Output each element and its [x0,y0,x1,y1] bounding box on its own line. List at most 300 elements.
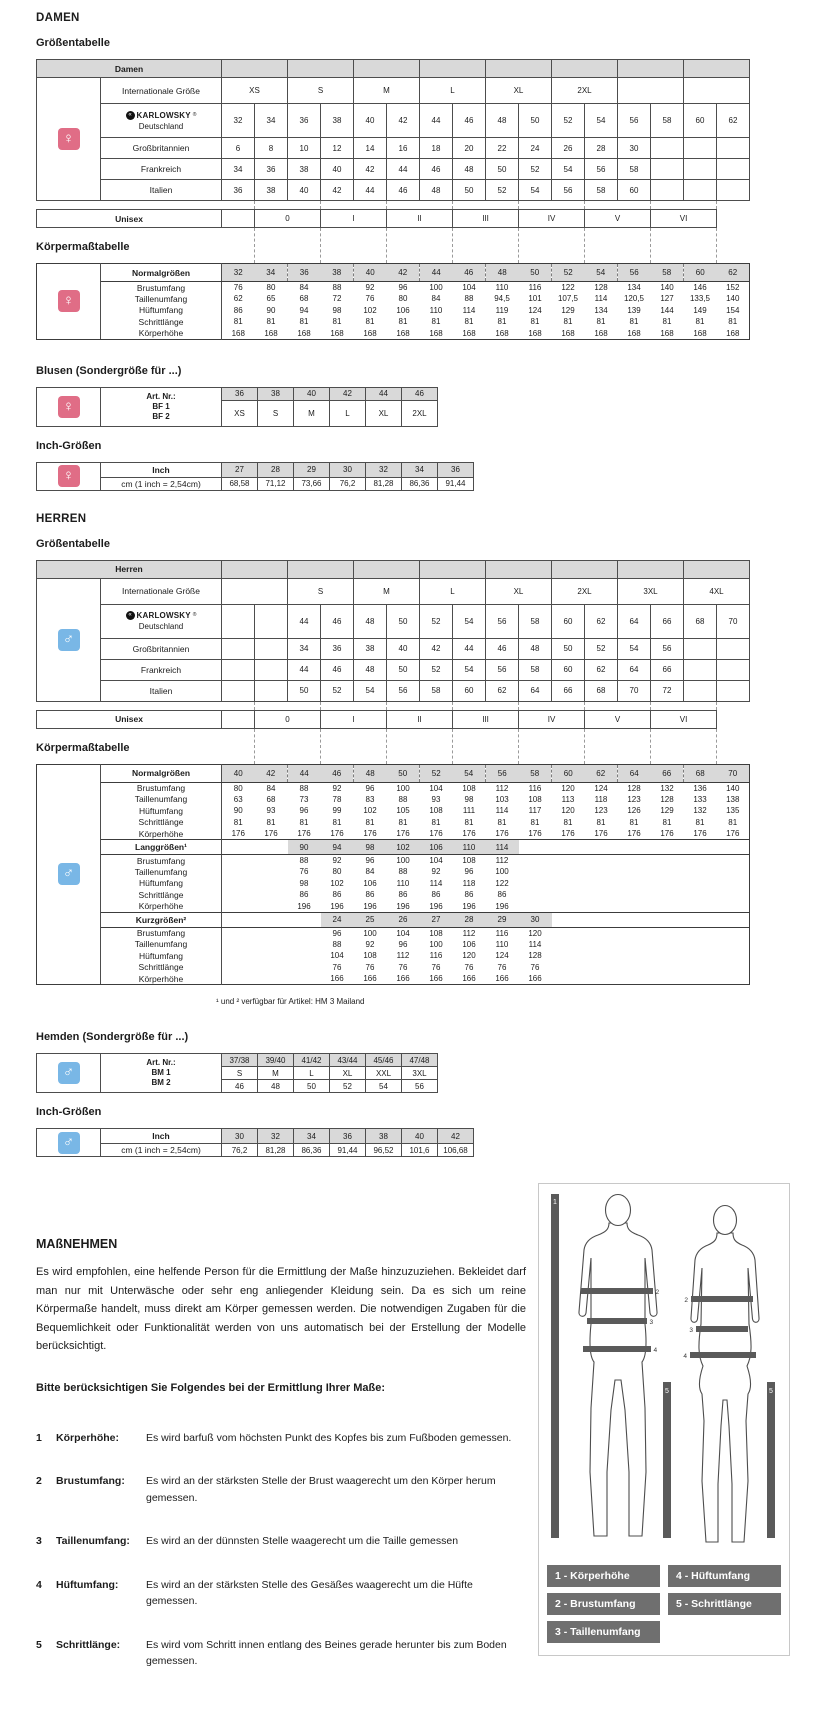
size-cell [684,973,717,985]
item-number: 3 [36,1535,42,1547]
size-header-cell: 42 [255,764,288,782]
size-cell: 42 [354,159,387,180]
legend-badge: 2 - Brustumfang [547,1593,660,1615]
row-label: Langgrößen¹ [101,840,222,855]
size-cell: 60 [453,680,486,701]
size-cell [618,950,651,962]
herren-hemden-table [36,1053,790,1093]
size-header-cell: 28 [453,912,486,927]
size-cell: 81 [299,317,309,327]
size-header-cell: 60 [684,264,717,282]
size-cell: 24 [519,138,552,159]
size-cell: XXL [366,1067,402,1080]
group-guides [36,201,790,209]
size-cell [684,939,717,951]
size-cell: L [294,1067,330,1080]
size-cell [288,962,321,974]
size-cell: 60 [618,180,651,201]
size-cell: 81 [728,317,738,327]
size-cell: 168 [330,328,344,338]
row-label: Art. Nr.: BM 1 BM 2 [101,1054,222,1093]
size-cell: 52 [321,680,354,701]
size-cell: 68,58 [222,477,258,490]
size-cell: 166 [330,974,344,983]
size-cell [255,889,288,901]
row-label: Körperhöhe [101,901,222,913]
size-cell: 106 [363,878,377,888]
damen-section-title: DAMEN [36,12,80,24]
size-header-cell: 43/44 [330,1054,366,1067]
legend-badge: 4 - Hüftumfang [668,1565,781,1587]
size-cell: 72 [332,294,342,304]
karlowsky-logo [101,104,222,138]
size-header-cell: 68 [684,764,717,782]
size-header-cell [486,560,552,578]
size-header-cell: 70 [717,764,750,782]
size-cell: 78 [332,794,342,804]
row-label: Inch [101,1129,222,1144]
size-cell: 168 [660,328,674,338]
size-header-cell: 110 [453,840,486,855]
measure-instruction [36,1430,526,1447]
group-guide-line [584,228,585,263]
size-header-cell: 34 [402,462,438,477]
size-cell [717,973,750,985]
size-cell: IV [519,710,585,728]
size-header-cell: 44 [288,764,321,782]
group-guide-line [650,702,651,710]
size-cell: 81 [563,317,573,327]
size-cell: 84 [431,294,441,304]
herren-body-measure-table [36,764,790,986]
size-cell: 4XL [684,578,750,604]
row-label: Inch [101,462,222,477]
size-cell: 46 [387,180,420,201]
size-cell: 112 [396,951,410,961]
size-cell: 100 [396,856,410,865]
group-guides [36,228,790,263]
damen-inch-table [36,462,790,491]
size-cell: 96 [398,283,408,292]
size-cell [585,878,618,890]
size-cell [651,889,684,901]
size-cell [222,578,288,604]
size-cell: 76,2 [330,477,366,490]
size-cell [585,866,618,878]
row-label: Normalgrößen [101,264,222,282]
size-cell [255,962,288,974]
group-guide-line [716,729,717,764]
group-guide-line [584,702,585,710]
size-header-cell: 38 [321,264,354,282]
size-cell [552,840,585,855]
size-cell: 3XL [402,1067,438,1080]
row-label: Taillenumfang [101,866,222,878]
size-cell: 76 [233,283,243,292]
size-cell: 176 [561,829,575,838]
size-cell: 112 [462,928,476,938]
size-cell: 72 [651,680,684,701]
size-cell: 88 [332,283,342,292]
size-cell: XL [486,578,552,604]
size-cell: 168 [396,328,410,338]
size-cell [222,878,255,890]
size-cell: 36 [288,104,321,138]
size-cell: 44 [354,180,387,201]
damen-blusen-table [36,387,790,427]
size-cell: 46 [486,638,519,659]
row-label: Italien [101,180,222,201]
size-cell: 91,44 [438,477,474,490]
size-cell: 168 [561,328,575,338]
size-cell: 56 [486,659,519,680]
size-cell: 114 [462,305,476,315]
size-cell: 110 [495,939,509,949]
size-cell: 86,36 [402,477,438,490]
size-cell: 80 [266,283,276,292]
size-cell: 81 [266,817,276,827]
size-cell: 80 [332,867,342,877]
size-header-cell: 37/38 [222,1054,258,1067]
size-header-cell: 50 [519,264,552,282]
size-cell [651,962,684,974]
size-cell: 176 [726,829,740,838]
size-header-cell: 52 [420,764,453,782]
row-label: Internationale Größe [101,578,222,604]
size-cell: 62 [585,659,618,680]
size-cell [255,604,288,638]
size-cell [684,78,750,104]
size-cell [717,962,750,974]
size-header-cell: 40 [294,387,330,400]
size-cell: 48 [486,104,519,138]
row-label: Normalgrößen [101,764,222,782]
herren-size-table [36,560,790,702]
row-label: Schrittlänge [101,817,222,829]
svg-text:3: 3 [649,1319,654,1326]
female-silhouette [691,1206,759,1543]
size-cell: 166 [462,974,476,983]
size-cell: 81 [695,317,705,327]
size-cell: 122 [561,283,575,292]
size-cell [255,939,288,951]
size-cell [717,878,750,890]
legend-badge: 3 - Taillenumfang [547,1621,660,1643]
size-cell [717,638,750,659]
size-cell: 66 [552,680,585,701]
size-header-cell: 29 [294,462,330,477]
size-cell: 81,28 [258,1144,294,1157]
size-cell: 166 [528,974,542,983]
size-cell: 144 [660,305,674,315]
size-cell: 54 [519,180,552,201]
size-cell: 81 [530,317,540,327]
size-cell: 0 [255,710,321,728]
size-header-cell: 24 [321,912,354,927]
size-cell: 90 [266,305,276,315]
male-icon [37,1054,101,1093]
size-header-cell: 45/46 [366,1054,402,1067]
group-guide-line [452,201,453,209]
size-cell: 50 [387,659,420,680]
size-header-cell: 58 [651,264,684,282]
size-cell: 0 [255,210,321,228]
size-cell [585,962,618,974]
size-header-cell [552,560,618,578]
size-header-cell: 66 [651,764,684,782]
group-guide-line [518,729,519,764]
size-cell: 40 [321,159,354,180]
item-text: Es wird barfuß vom höchsten Punkt des Kopfes bis zum Fußboden gemessen. [146,1431,512,1444]
size-cell: 86 [464,890,474,900]
size-cell [222,889,255,901]
size-cell: IV [519,210,585,228]
size-cell: 107,5 [557,294,579,304]
group-guide-line [452,228,453,263]
size-cell: 176 [396,829,410,838]
size-cell [552,912,585,927]
female-symbol: ♀ [58,465,80,487]
size-cell: 65 [266,294,276,304]
size-cell: 99 [332,806,342,816]
size-cell: 114 [594,294,608,304]
size-cell: 86 [431,890,441,900]
size-cell: 38 [321,104,354,138]
size-cell: 123 [594,806,608,816]
size-cell: 42 [420,638,453,659]
size-cell: 176 [429,829,443,838]
size-cell [519,855,552,867]
size-cell: 120 [462,951,476,961]
size-cell: 92 [365,283,375,292]
size-cell [618,866,651,878]
size-cell: 66 [651,659,684,680]
size-cell: 42 [387,104,420,138]
group-guide-line [320,228,321,263]
row-label: Großbritannien [101,138,222,159]
size-cell: 46 [453,104,486,138]
size-cell [651,878,684,890]
size-cell: 168 [429,328,443,338]
item-number: 4 [36,1578,42,1591]
size-cell: 105 [396,806,410,816]
size-cell: 76 [530,962,540,972]
size-cell: 168 [462,328,476,338]
size-cell [717,889,750,901]
size-cell: 54 [366,1080,402,1093]
size-cell [255,927,288,939]
svg-text:4: 4 [683,1353,687,1360]
size-cell: 81 [596,317,606,327]
size-cell: 38 [354,638,387,659]
size-cell: 54 [453,659,486,680]
size-cell: 166 [429,974,443,983]
size-cell [684,659,717,680]
size-cell: 101,6 [402,1144,438,1157]
size-header-cell: 46 [453,264,486,282]
size-cell: 60 [684,104,717,138]
size-cell: I [321,710,387,728]
size-cell: 54 [354,680,387,701]
size-cell: 88 [299,856,309,865]
size-cell [717,855,750,867]
size-cell: 36 [222,180,255,201]
group-guide-line [518,702,519,710]
size-header-cell: 36 [288,264,321,282]
size-cell [222,927,255,939]
group-guide-line [584,729,585,764]
size-cell: 166 [363,974,377,983]
size-cell: 18 [420,138,453,159]
karlowsky-logo [101,604,222,638]
size-cell: 86 [332,890,342,900]
size-cell: 40 [387,638,420,659]
measuring-intro: Es wird empfohlen, eine helfende Person für die Ermittlung der Maße hinzuzuziehen. Bekleidet darf man nur mit Unterwäsche oder sehr eng anliegender Kleidung sein. Da es sich um reine Körpermaße handelt, muss direkt am Körper gemessen werden. Die notwendigen Zugaben für die Bequemlichkeit oder Funktionalität werden von uns automatisch bei der Erstellung der Modelle berücksichtigt. [36,1266,526,1352]
size-header-cell: 62 [717,264,750,282]
size-cell [585,901,618,913]
size-cell [684,159,717,180]
size-header-cell: 54 [453,764,486,782]
size-cell: S [288,578,354,604]
size-cell: 80 [233,783,243,793]
size-cell: 52 [519,159,552,180]
size-cell: 68 [684,604,717,638]
size-header-cell: 30 [519,912,552,927]
size-cell: XL [486,78,552,104]
female-icon [37,264,101,340]
size-cell [684,950,717,962]
herren-hemden-title: Hemden (Sondergröße für ...) [36,1031,189,1043]
item-text: Es wird an der dünnsten Stelle waagerecht um die Taille gemessen [146,1535,459,1547]
size-header-cell: 36 [222,387,258,400]
size-cell [222,840,255,855]
size-header-cell: 32 [366,462,402,477]
size-cell: 48 [258,1080,294,1093]
size-cell: 60 [552,659,585,680]
group-guide-line [716,201,717,209]
male-icon [37,764,101,985]
schrittlaenge-bar-right [767,1382,775,1538]
row-label: Schrittlänge [101,889,222,901]
svg-text:4: 4 [653,1347,658,1354]
size-cell [288,973,321,985]
size-cell: 88 [464,294,474,304]
size-cell: 100 [429,939,443,949]
group-guide-line [386,228,387,263]
size-cell: 176 [330,829,344,838]
size-cell: 92 [431,867,441,877]
size-cell [255,901,288,913]
size-cell: 104 [462,283,476,292]
legend-badge: 5 - Schrittlänge [668,1593,781,1615]
herren-groessentabelle-title: Größentabelle [36,537,110,550]
size-cell [552,855,585,867]
size-cell [222,680,255,701]
size-cell: 68 [266,794,276,804]
size-cell: 86 [299,890,309,900]
size-header-cell [684,60,750,78]
size-cell [651,159,684,180]
size-cell: 154 [726,305,740,315]
size-header-cell: 27 [222,462,258,477]
group-guide-line [452,729,453,764]
size-cell [255,912,288,927]
size-cell: 54 [552,159,585,180]
size-cell: 81 [563,817,573,827]
measure-items [36,1430,526,1670]
size-cell: 92 [332,783,342,793]
size-cell: 196 [363,901,377,911]
size-cell: 168 [264,328,278,338]
size-cell: 26 [552,138,585,159]
size-cell: 81 [233,817,243,827]
size-cell: 81 [662,317,672,327]
size-cell: 34 [222,159,255,180]
size-cell: 81 [464,317,474,327]
size-cell: 56 [387,680,420,701]
size-cell: 124 [528,305,542,315]
size-cell: 146 [693,283,707,292]
size-cell: 176 [462,829,476,838]
size-cell: 138 [726,794,740,804]
size-cell: 117 [528,806,542,816]
size-cell: 34 [255,104,288,138]
size-cell: 81 [464,817,474,827]
size-cell: 50 [294,1080,330,1093]
size-cell: 12 [321,138,354,159]
size-cell: 91,44 [330,1144,366,1157]
size-cell: 58 [618,159,651,180]
row-label: cm (1 inch = 2,54cm) [101,477,222,490]
size-cell: 48 [519,638,552,659]
damen-inch-title: Inch-Größen [36,439,102,452]
female-symbol: ♀ [58,396,80,418]
size-header-cell: 42 [387,264,420,282]
size-cell: 76 [398,962,408,972]
size-cell: 112 [495,856,509,865]
male-icon [37,1129,101,1157]
male-symbol: ♂ [58,629,80,651]
size-cell: 196 [495,901,509,911]
row-label: Herren [37,560,222,578]
size-cell: 81 [596,817,606,827]
size-header-cell: 44 [420,264,453,282]
size-header-cell [354,560,420,578]
size-header-cell: 36 [330,1129,366,1144]
row-label: Brustumfang [101,927,222,939]
damen-koerpermass-title: Körpermaßtabelle [36,241,130,253]
group-guide-line [716,228,717,263]
size-cell: 84 [266,783,276,793]
size-cell [717,912,750,927]
size-cell: 34 [288,638,321,659]
size-cell [222,962,255,974]
size-cell: 108 [429,806,443,816]
group-guide-line [584,201,585,209]
karlowsky-logo: « KARLOWSKY ® Deutschland [101,611,221,631]
size-cell [222,973,255,985]
measure-instruction [36,1533,526,1550]
size-cell: 104 [396,928,410,938]
size-header-cell: 58 [519,764,552,782]
size-header-cell [420,560,486,578]
size-header-cell: 27 [420,912,453,927]
row-label: Unisex [37,710,222,728]
schrittlaenge-bar [663,1382,671,1538]
size-cell: 176 [528,829,542,838]
size-header-cell: 44 [366,387,402,400]
size-cell [651,950,684,962]
